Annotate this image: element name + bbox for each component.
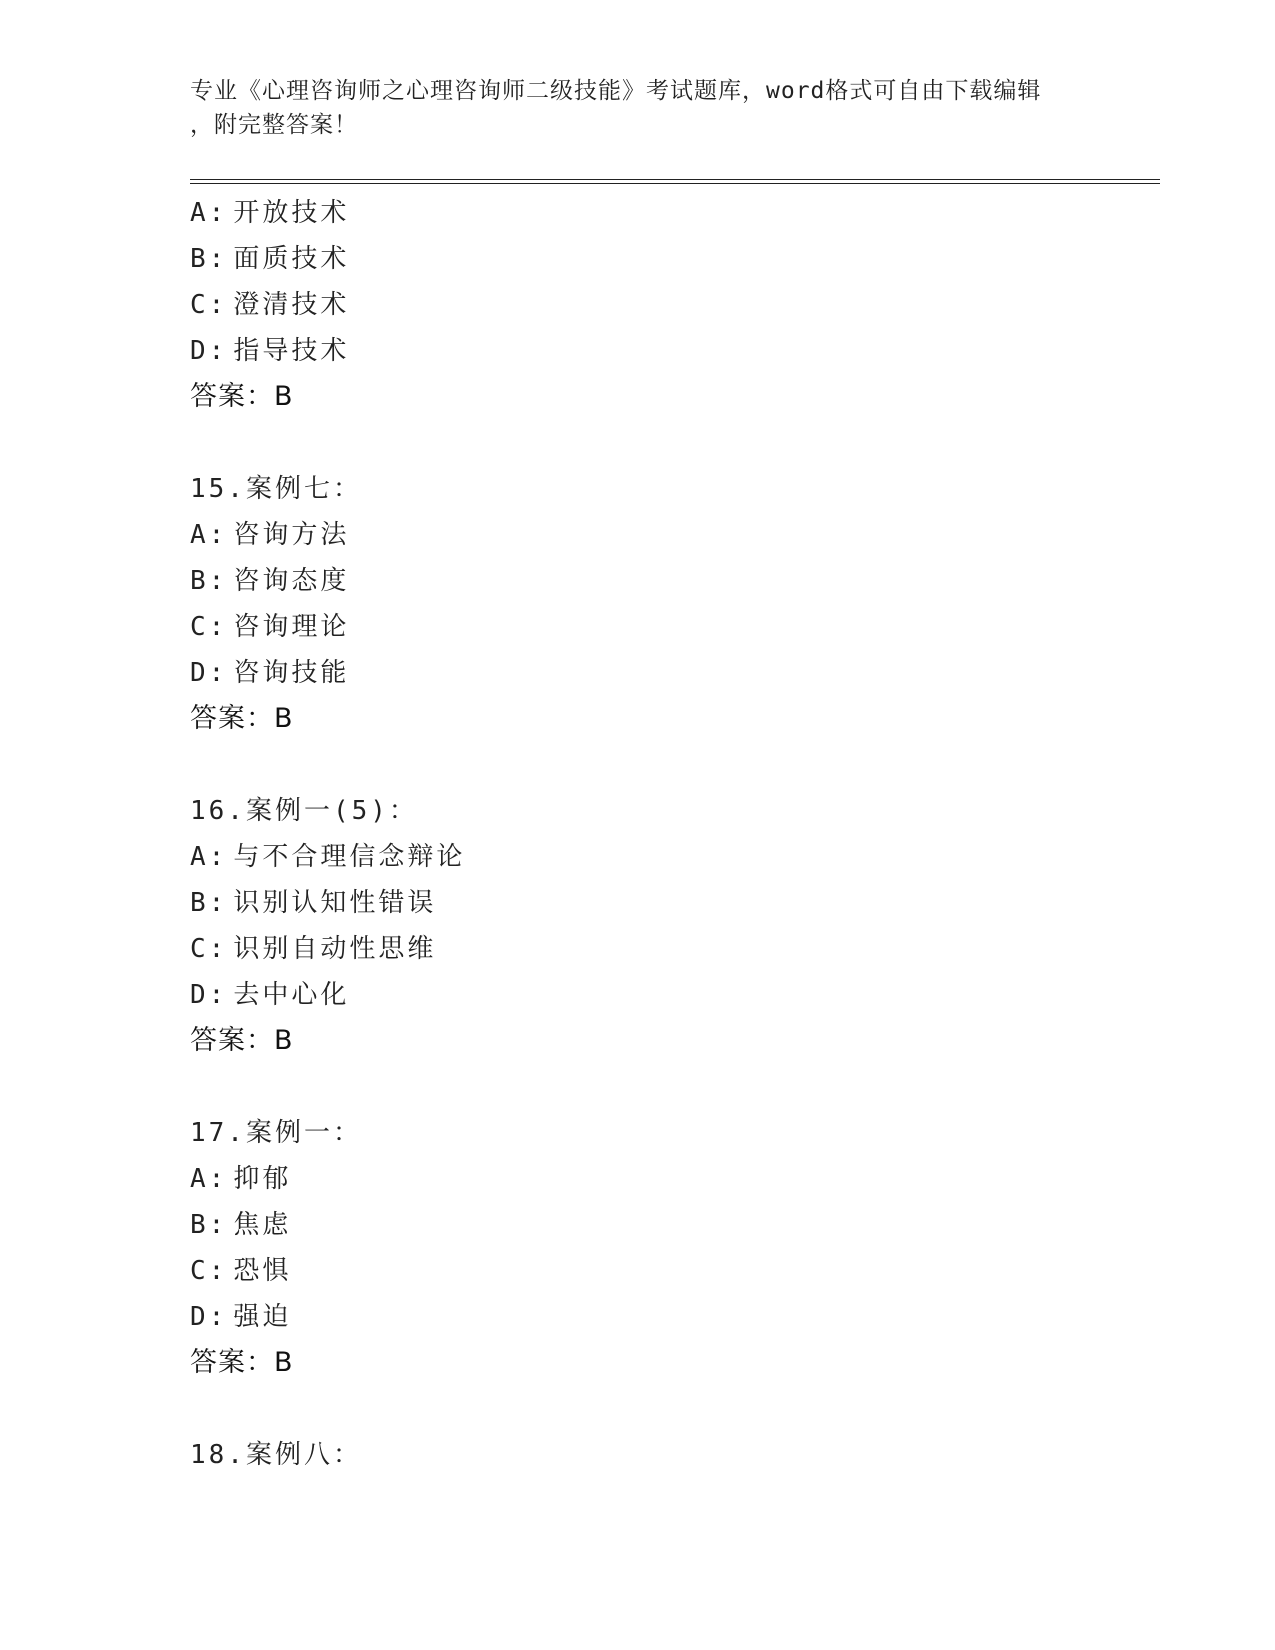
option-label: D: bbox=[190, 336, 228, 366]
option-label: C: bbox=[190, 612, 228, 642]
answer-option bbox=[190, 1156, 1190, 1202]
option-text: 面质技术 bbox=[233, 244, 350, 274]
question-title: 16.案例一(5)： bbox=[190, 796, 418, 826]
option-label: B: bbox=[190, 566, 228, 596]
answer-key: 答案：B bbox=[190, 1347, 294, 1378]
option-label: B: bbox=[190, 244, 228, 274]
option-label: C: bbox=[190, 1256, 228, 1286]
header-line-1: 专业《心理咨询师之心理咨询师二级技能》考试题库，word格式可自由下载编辑 bbox=[190, 78, 1042, 104]
option-text: 识别自动性思维 bbox=[233, 934, 437, 964]
question-block bbox=[190, 466, 1190, 788]
option-text: 咨询理论 bbox=[233, 612, 350, 642]
answer-option bbox=[190, 282, 1190, 328]
option-text: 恐惧 bbox=[233, 1256, 292, 1286]
option-label: A: bbox=[190, 842, 228, 872]
question-spacer bbox=[190, 742, 1190, 788]
answer-key: 答案：B bbox=[190, 381, 294, 412]
answer-option bbox=[190, 604, 1190, 650]
option-label: B: bbox=[190, 888, 228, 918]
option-label: D: bbox=[190, 980, 228, 1010]
option-label: C: bbox=[190, 290, 228, 320]
option-label: A: bbox=[190, 1164, 228, 1194]
answer-option bbox=[190, 236, 1190, 282]
answer-option bbox=[190, 328, 1190, 374]
option-text: 强迫 bbox=[233, 1302, 292, 1332]
question-spacer bbox=[190, 420, 1190, 466]
option-label: A: bbox=[190, 520, 228, 550]
option-text: 去中心化 bbox=[233, 980, 350, 1010]
question-title: 17.案例一： bbox=[190, 1118, 362, 1148]
header-rule-bottom bbox=[190, 183, 1160, 184]
option-label: A: bbox=[190, 198, 228, 228]
answer-option bbox=[190, 1248, 1190, 1294]
question-block bbox=[190, 190, 1190, 466]
document-header bbox=[190, 74, 1090, 142]
answer-option bbox=[190, 512, 1190, 558]
header-rule-top bbox=[190, 179, 1160, 180]
answer-option bbox=[190, 834, 1190, 880]
answer-option bbox=[190, 1202, 1190, 1248]
answer-option bbox=[190, 926, 1190, 972]
question-spacer bbox=[190, 1064, 1190, 1110]
question-title: 18.案例八： bbox=[190, 1440, 362, 1470]
option-text: 抑郁 bbox=[233, 1164, 292, 1194]
answer-option bbox=[190, 558, 1190, 604]
question-block bbox=[190, 788, 1190, 1110]
question-block bbox=[190, 1432, 1190, 1478]
question-spacer bbox=[190, 1386, 1190, 1432]
option-label: C: bbox=[190, 934, 228, 964]
answer-option bbox=[190, 190, 1190, 236]
answer-key: 答案：B bbox=[190, 703, 294, 734]
question-block bbox=[190, 1110, 1190, 1432]
option-text: 识别认知性错误 bbox=[233, 888, 437, 918]
option-text: 指导技术 bbox=[233, 336, 350, 366]
question-list bbox=[190, 190, 1190, 1478]
answer-key: 答案：B bbox=[190, 1025, 294, 1056]
option-text: 咨询方法 bbox=[233, 520, 350, 550]
option-text: 澄清技术 bbox=[233, 290, 350, 320]
answer-option bbox=[190, 880, 1190, 926]
option-label: B: bbox=[190, 1210, 228, 1240]
option-label: D: bbox=[190, 1302, 228, 1332]
option-text: 与不合理信念辩论 bbox=[233, 842, 466, 872]
answer-option bbox=[190, 1294, 1190, 1340]
option-label: D: bbox=[190, 658, 228, 688]
answer-option bbox=[190, 972, 1190, 1018]
option-text: 开放技术 bbox=[233, 198, 350, 228]
question-title: 15.案例七： bbox=[190, 474, 362, 504]
answer-option bbox=[190, 650, 1190, 696]
option-text: 咨询态度 bbox=[233, 566, 350, 596]
option-text: 焦虑 bbox=[233, 1210, 292, 1240]
option-text: 咨询技能 bbox=[233, 658, 350, 688]
header-line-2: ，附完整答案！ bbox=[190, 112, 358, 138]
